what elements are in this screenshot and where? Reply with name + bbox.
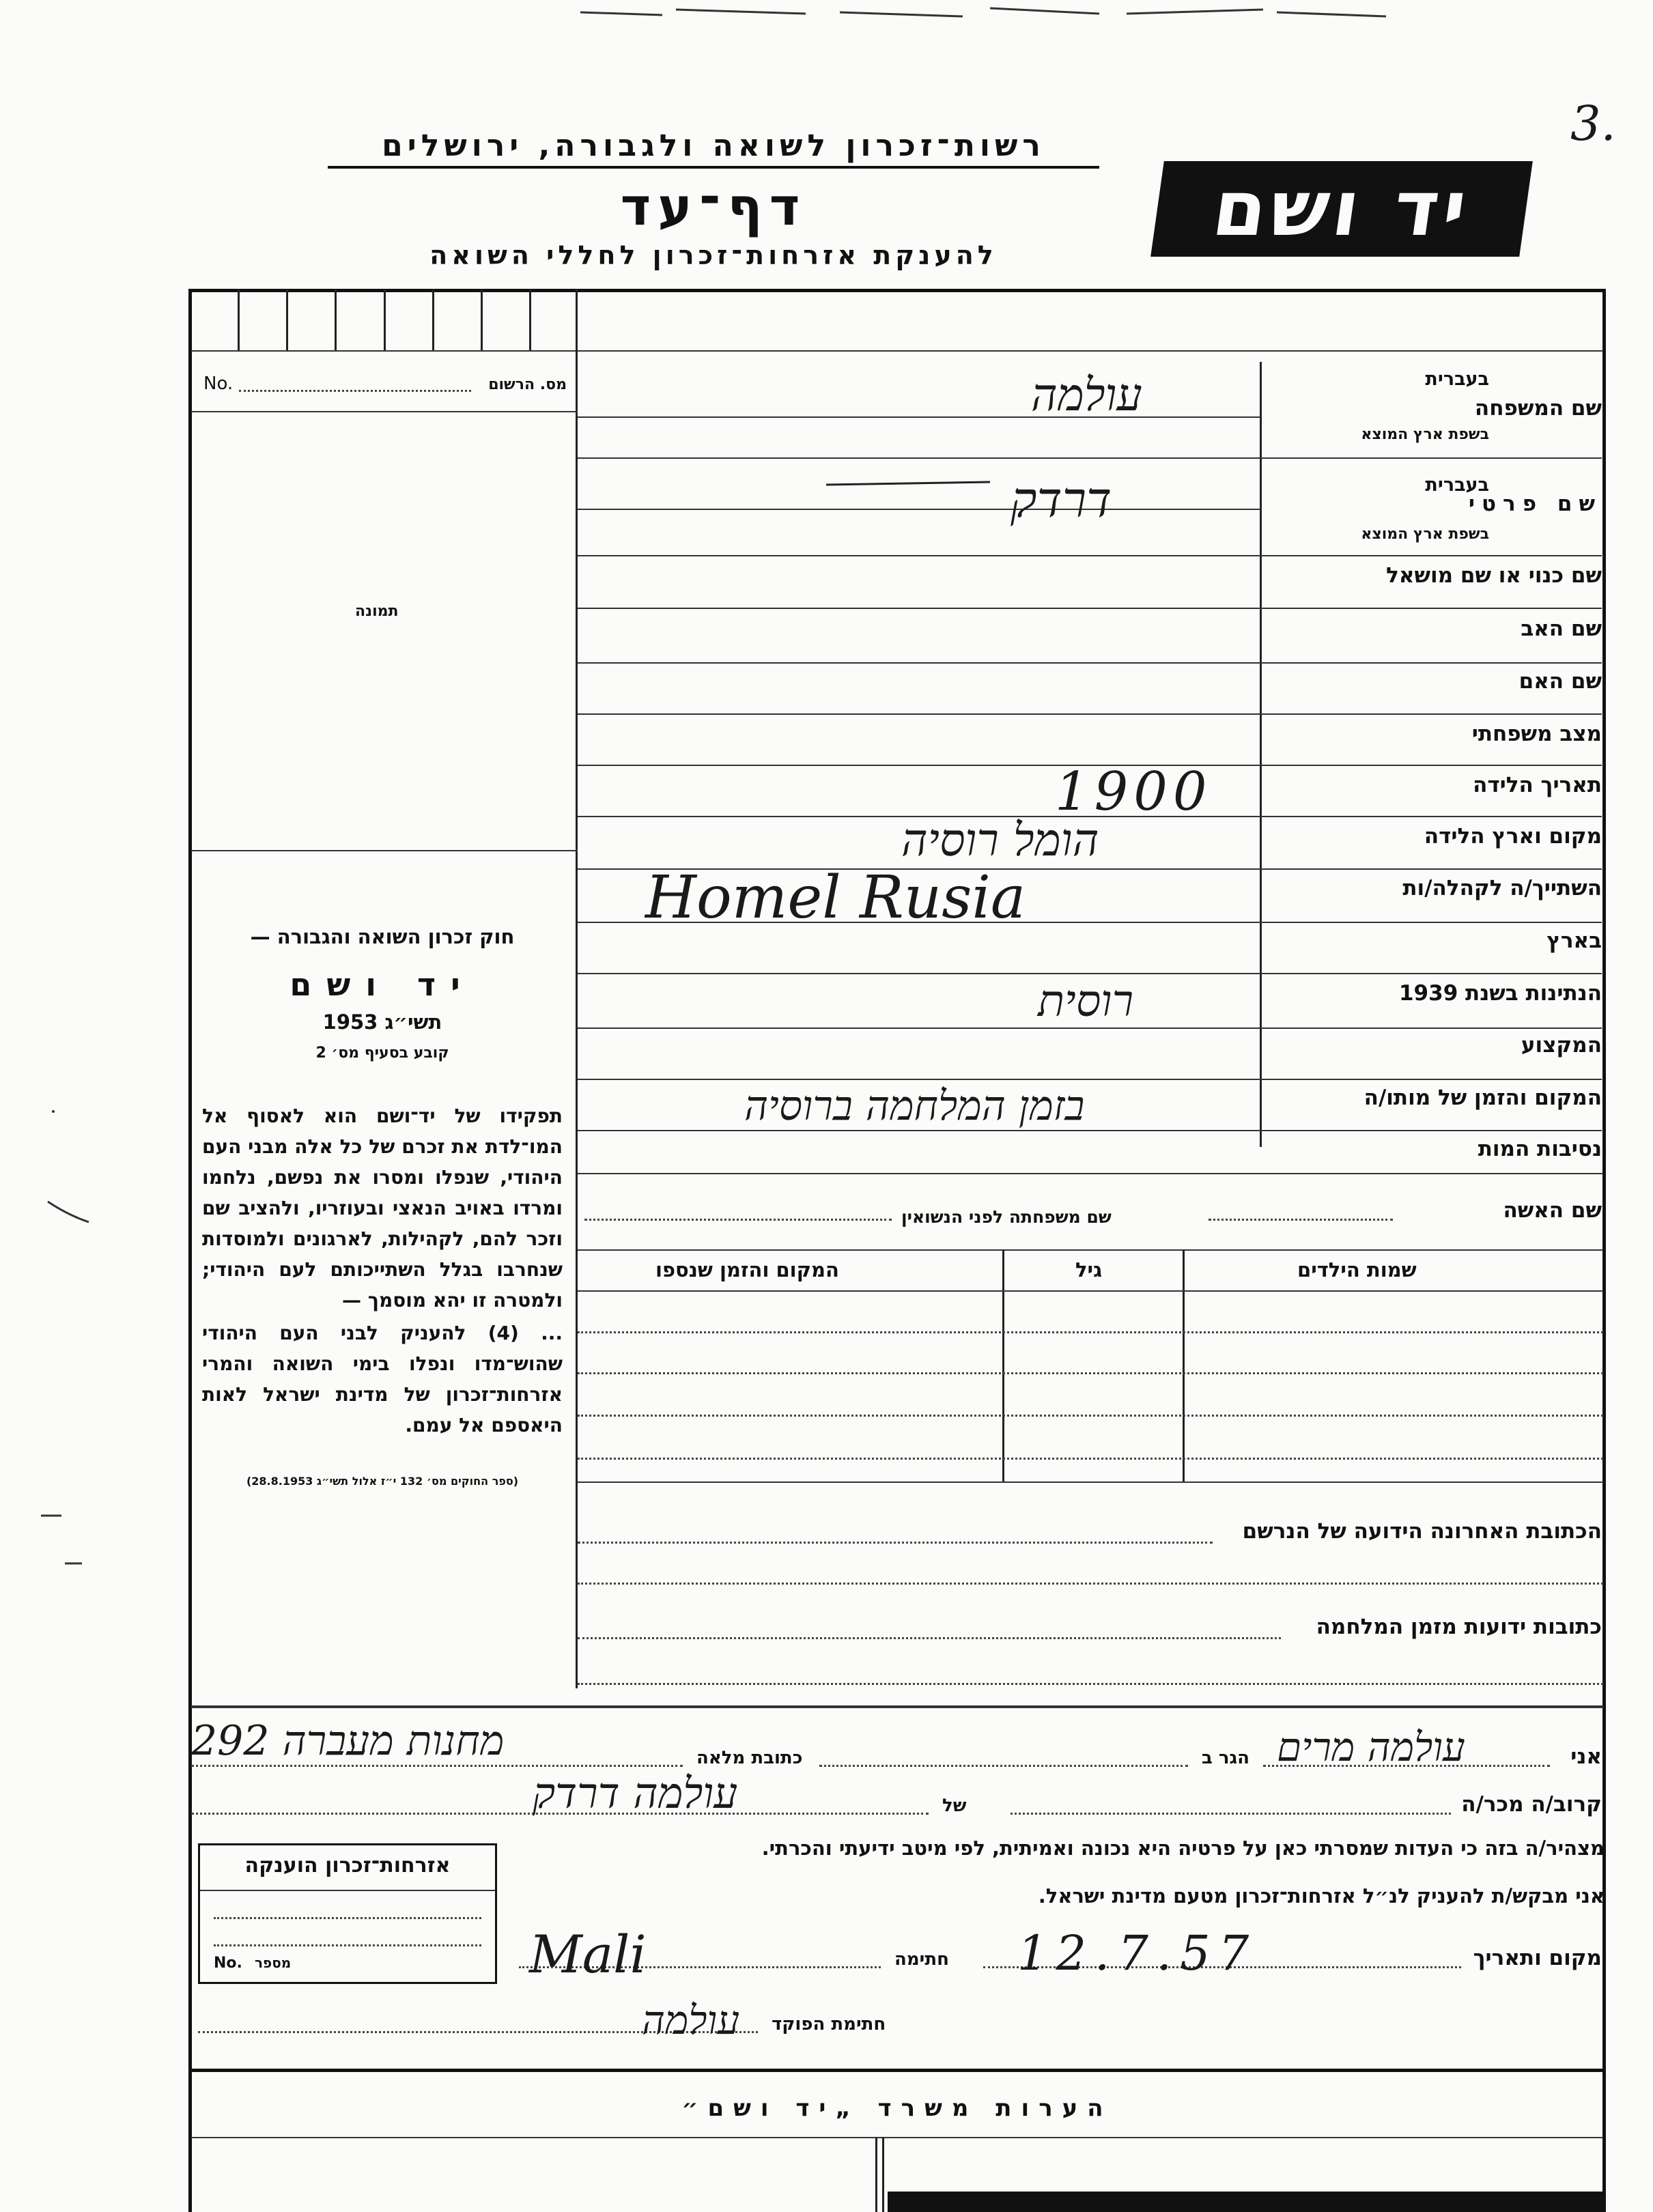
declaration-statement-2: אני מבקש/ת להעניק לנ״ל אזרחות־זכרון מטעם מדינת ישראל.	[1038, 1884, 1605, 1908]
marital-status-label: מצב משפחתי	[1471, 722, 1602, 746]
full-address-field[interactable]	[191, 1765, 683, 1767]
photo-area-bottom	[191, 850, 578, 851]
wartime-address-field-2[interactable]	[578, 1683, 1603, 1685]
maiden-name-label: שם משפחתה לפני הנשואין	[901, 1207, 1112, 1227]
birth-date-value[interactable]: 1900	[1055, 761, 1213, 823]
corner-mark: 3.	[1570, 96, 1616, 152]
of-label: של	[942, 1796, 967, 1816]
birth-place-label: מקום וארץ הלידה	[1424, 824, 1602, 849]
photo-area-label: תמונה	[355, 603, 399, 620]
children-table-rows[interactable]	[578, 1331, 1603, 1468]
citizenship-label: הנתינות בשנת 1939	[1398, 981, 1602, 1006]
children-table-bottom	[578, 1481, 1603, 1483]
top-scan-marks	[580, 0, 1434, 27]
details-bottom-line	[578, 1173, 1603, 1174]
certificate-title: אזרחות־זכרון הוענקה	[244, 1854, 451, 1877]
declarant-label: אני	[1570, 1744, 1602, 1769]
registry-label: מס. הרשום	[488, 376, 567, 393]
relative-field-right[interactable]	[1011, 1813, 1451, 1815]
place-date-label: מקום ותאריך	[1473, 1946, 1602, 1970]
registry-no-label: No.	[203, 373, 234, 394]
last-address-field[interactable]	[578, 1542, 1213, 1544]
children-table-top	[578, 1249, 1603, 1251]
last-address-field-2[interactable]	[578, 1583, 1603, 1585]
authority-line: רשות־זכרון לשואה ולגבורה, ירושלים	[328, 128, 1099, 169]
footer-dark-band	[888, 2192, 1606, 2212]
footer-center-line	[875, 2137, 877, 2212]
footer-top-line	[191, 2069, 1603, 2072]
footer-divider	[191, 2137, 1603, 2138]
death-place-label: המקום והזמן של מותו/ה	[1364, 1086, 1602, 1110]
hebrew-label-family: בעברית	[1425, 369, 1489, 390]
law-year: תשי״ג 1953	[322, 1010, 442, 1034]
law-clause: קובע בסעיף מס׳ 2	[315, 1045, 449, 1062]
death-place-value[interactable]: בזמן המלחמה ברוסיה	[744, 1082, 1085, 1130]
registry-digit-cells	[191, 289, 578, 350]
resides-label: הגר ב	[1202, 1748, 1250, 1768]
officer-signature-value: עולמה	[642, 1997, 740, 2043]
wartime-address-label: כתובות ידועות מזמן המלחמה	[1316, 1615, 1602, 1639]
mother-name-label: שם האם	[1518, 669, 1602, 694]
children-header-bottom	[578, 1290, 1603, 1292]
full-address-label: כתובת מלאה	[696, 1748, 803, 1768]
law-name: יד ושם	[289, 966, 475, 1003]
law-paragraph-2: ... (4) להעניק לבני העם היהודי שהוש־מדו ונפלו בימי השואה והמרי אזרחות־זכרון של מדינת ישראל לאות היאספם אל עמם.	[202, 1322, 563, 1436]
top-row-bottom	[191, 350, 1603, 352]
margin-specks	[0, 1092, 96, 1611]
family-name-label: שם המשפחה	[1474, 396, 1602, 421]
certificate-box	[198, 1843, 497, 1984]
registry-number-field[interactable]	[239, 390, 471, 392]
wartime-address-field[interactable]	[578, 1637, 1281, 1639]
law-paragraph-1: תפקידו של יד־ושם הוא לאסוף אל המו־לדת את זכרם של כל אלה מבני העם היהודי, שנפלו ומסרו את נפשם, נלחמו ומרדו באויב הנאצי ובעוזריו, ולהציב שם וזכר להם, לקהילות, לארגונים ולמוסדות שנחרבו בגלל השתייכותם לעם היהודי; ולמטרה זו יהא מוסמך —	[202, 1105, 563, 1311]
relative-value[interactable]: עולמה דרדק	[533, 1768, 738, 1818]
first-name-value[interactable]: דרדק	[1011, 471, 1112, 528]
father-name-label: שם האב	[1521, 616, 1602, 641]
declaration-statement-1: מצהיר/ה בזה כי העדות שמסרתי כאן על פרטיה היא נכונה ואמיתית, לפי מיטב ידיעתי והכרתי.	[761, 1837, 1605, 1860]
officer-signature-label: חתימת הפוקד	[772, 2014, 886, 2034]
registry-row-bottom	[191, 411, 578, 412]
birth-date-label: תאריך הלידה	[1473, 773, 1602, 797]
children-header-age: גיל	[1075, 1258, 1103, 1281]
children-header-place: המקום והזמן שנספו	[655, 1258, 839, 1281]
wife-name-field[interactable]	[1209, 1219, 1393, 1221]
declaration-top-line	[191, 1705, 1603, 1708]
resides-field[interactable]	[819, 1765, 1188, 1767]
law-citation: (ספר החוקים מס׳ 132 י״ז אלול תשי״ג 28.8.1953)	[246, 1475, 519, 1488]
origin-language-label-family: בשפת ארץ המוצא	[1361, 426, 1489, 443]
wife-name-label: שם האשה	[1503, 1198, 1602, 1223]
yad-vashem-logo: יד ושם	[1150, 161, 1533, 257]
place-date-value[interactable]: 12.7.57	[1017, 1925, 1258, 1981]
office-remarks-label: הערות משרד „יד ושם״	[681, 2095, 1113, 2122]
page-subtitle: להענקת אזרחות־זכרון לחללי השואה	[429, 240, 998, 270]
first-name-strikethrough	[819, 464, 997, 505]
page-title: דף־עד	[620, 176, 807, 237]
family-name-value[interactable]: עולמה	[1031, 369, 1142, 421]
declarant-value[interactable]: עולמה מרים	[1277, 1724, 1465, 1770]
death-circumstances-label: נסיבות המות	[1478, 1137, 1602, 1161]
maiden-name-field[interactable]	[584, 1219, 892, 1221]
children-header-names: שמות הילדים	[1297, 1258, 1417, 1281]
last-address-label: הכתובת האחרונה הידועה של הנרשם	[1242, 1519, 1602, 1544]
address-value[interactable]: מחנות מעברה 292	[191, 1717, 505, 1765]
nickname-label: שם כנוי או שם מושאל	[1386, 563, 1602, 588]
origin-language-label-first: בשפת ארץ המוצא	[1361, 526, 1489, 543]
hebrew-label-first: בעברית	[1425, 474, 1489, 496]
certificate-no-label: No.	[214, 1955, 242, 1972]
community-value[interactable]: Homel Rusia	[645, 864, 1026, 932]
signature-value[interactable]: Mali	[529, 1924, 647, 1985]
community-label: השתייך/ה לקהלה/ות	[1402, 876, 1602, 901]
birth-place-value[interactable]: הומל רוסיה	[901, 814, 1099, 866]
signature-label: חתימה	[894, 1949, 949, 1970]
relative-label: קרוב/ה מכר/ה	[1461, 1792, 1602, 1817]
law-title: חוק זכרון השואה והגבורה —	[250, 925, 515, 948]
registry-number-row	[198, 372, 567, 399]
citizenship-value[interactable]: רוסית	[1038, 976, 1134, 1027]
certificate-number-label: מספר	[255, 1955, 292, 1971]
profession-label: המקצוע	[1521, 1033, 1602, 1058]
footer-center-line-2	[882, 2137, 884, 2212]
first-name-label: שם פרטי	[1468, 492, 1602, 516]
country-label: בארץ	[1546, 928, 1602, 953]
